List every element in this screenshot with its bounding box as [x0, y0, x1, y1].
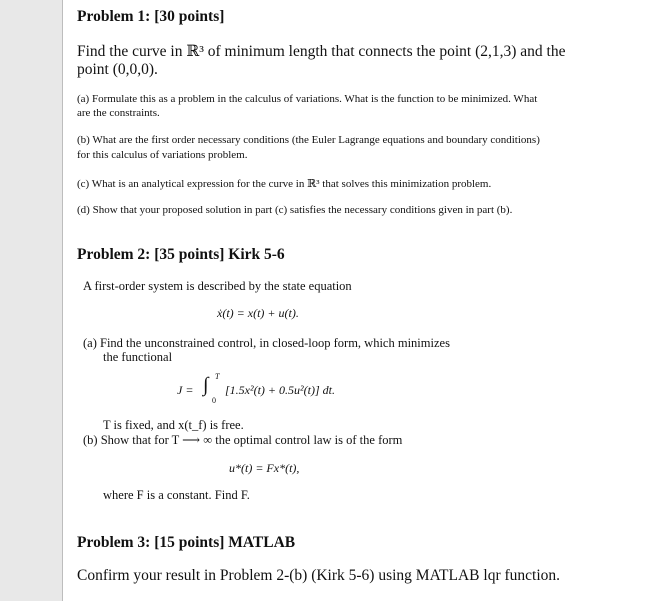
integral-lower-limit: 0	[212, 396, 216, 405]
control-law: u*(t) = Fx*(t),	[229, 461, 300, 475]
problem1-part-a-line2: are the constraints.	[77, 107, 160, 119]
problem1-part-d: (d) Show that your proposed solution in part (c) satisfies the necessary conditions given in part (b).	[77, 204, 513, 216]
problem1-part-b-line1: (b) What are the first order necessary conditions (the Euler Lagrange equations and boundary conditions)	[77, 134, 540, 146]
integral-upper-limit: T	[215, 372, 220, 381]
functional-lhs: J =	[177, 383, 194, 397]
document-page	[62, 0, 654, 601]
problem1-part-b-line2: for this calculus of variations problem.	[77, 149, 248, 161]
problem1-intro-line1: Find the curve in ℝ³ of minimum length that connects the point (2,1,3) and the	[77, 43, 566, 60]
problem2-part-a-line1: (a) Find the unconstrained control, in closed-loop form, which minimizes	[83, 336, 450, 350]
problem3-heading: Problem 3: [15 points] MATLAB	[77, 534, 296, 551]
problem1-part-a-line1: (a) Formulate this as a problem in the calculus of variations. What is the function to be minimized. What	[77, 93, 538, 105]
integral-sign: ∫	[203, 374, 209, 396]
state-equation: ẋ(t) = x(t) + u(t).	[217, 306, 299, 320]
problem2-part-b: (b) Show that for T ⟶ ∞ the optimal control law is of the form	[83, 433, 403, 447]
problem2-part-a-line2: the functional	[103, 350, 173, 364]
problem1-intro-line2: point (0,0,0).	[77, 61, 158, 78]
fixed-free-statement: T is fixed, and x(t_f) is free.	[103, 418, 244, 432]
problem3-body: Confirm your result in Problem 2-(b) (Kirk 5-6) using MATLAB lqr function.	[77, 567, 561, 584]
problem1-part-c: (c) What is an analytical expression for the curve in ℝ³ that solves this minimization problem.	[77, 178, 492, 190]
functional-body: [1.5x²(t) + 0.5u²(t)] dt.	[225, 383, 335, 397]
problem2-heading: Problem 2: [35 points] Kirk 5-6	[77, 246, 285, 263]
where-f-statement: where F is a constant. Find F.	[103, 488, 250, 502]
problem1-heading: Problem 1: [30 points]	[77, 8, 225, 25]
problem2-intro: A first-order system is described by the state equation	[83, 279, 352, 293]
